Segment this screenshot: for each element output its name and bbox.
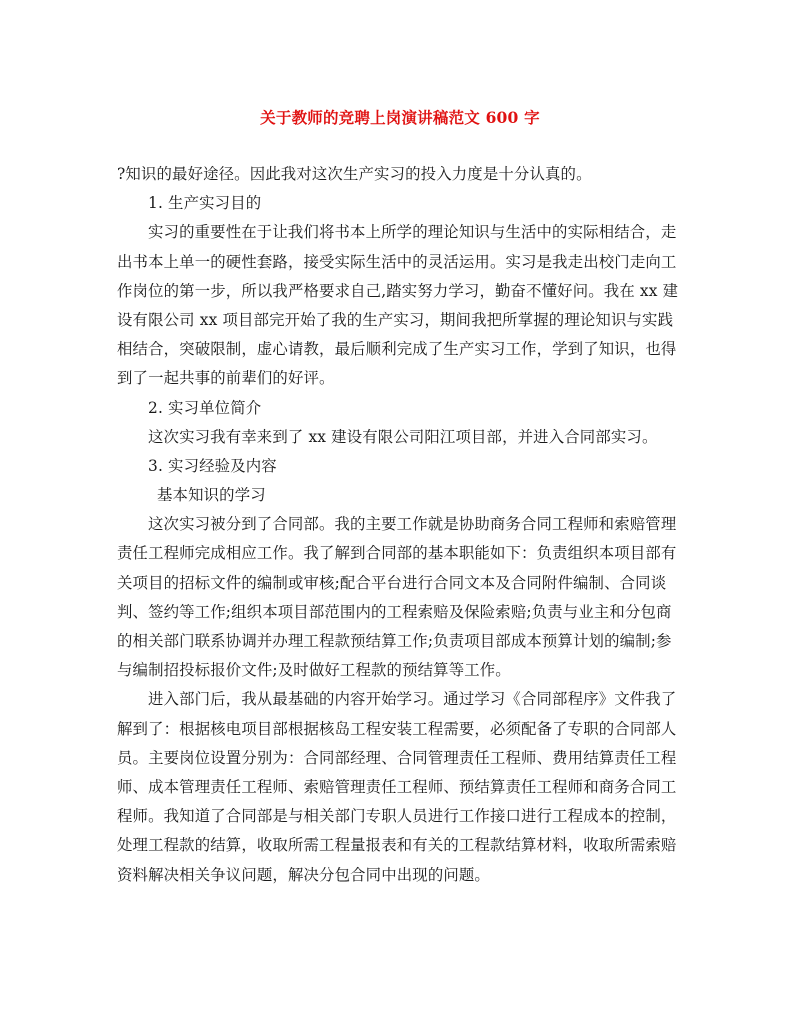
text-line: 作岗位的第一步，所以我严格要求自己,踏实努力学习，勤奋不懂好问。我在 xx 建 [117, 281, 679, 300]
section-heading: 1. 生产实习目的 [148, 194, 262, 213]
text-line: 相结合，突破限制，虚心请教，最后顺利完成了生产实习工作，学到了知识，也得 [117, 340, 677, 359]
document-title: 关于教师的竞聘上岗演讲稿范文 600 字 [260, 108, 540, 127]
text-line: 解到了：根据核电项目部根据核岛工程安装工程需要，必须配备了专职的合同部人 [117, 719, 677, 738]
text-line: 师、成本管理责任工程师、索赔管理责任工程师、预结算责任工程师和商务合同工 [117, 777, 677, 796]
text-line: 资料解决相关争议问题，解决分包合同中出现的问题。 [117, 865, 490, 884]
text-line: 关项目的招标文件的编制或审核;配合平台进行合同文本及合同附件编制、合同谈 [117, 573, 667, 592]
text-line: 设有限公司 xx 项目部完开始了我的生产实习，期间我把所掌握的理论知识与实践 [117, 310, 674, 329]
text-line: 到了一起共事的前辈们的好评。 [117, 369, 335, 388]
text-line: ?知识的最好途径。因此我对这次生产实习的投入力度是十分认真的。 [117, 165, 592, 183]
text-line: 的相关部门联系协调并办理工程款预结算工作;负责项目部成本预算计划的编制;参 [117, 632, 672, 650]
document-body [117, 160, 687, 890]
text-line: 与编制招投标报价文件;及时做好工程款的预结算等工作。 [117, 661, 511, 680]
paragraph-first-line: 这次实习被分到了合同部。我的主要工作就是协助商务合同工程师和索赔管理 [148, 515, 677, 534]
text-line: 程师。我知道了合同部是与相关部门专职人员进行工作接口进行工程成本的控制， [117, 807, 677, 826]
paragraph-first-line: 这次实习我有幸来到了 xx 建设有限公司阳江项目部，并进入合同部实习。 [148, 427, 658, 446]
paragraph-first-line: 进入部门后，我从最基础的内容开始学习。通过学习《合同部程序》文件我了 [148, 690, 677, 709]
text-line: 责任工程师完成相应工作。我了解到合同部的基本职能如下：负责组织本项目部有 [117, 544, 677, 563]
text-line: 出书本上单一的硬性套路，接受实际生活中的灵活运用。实习是我走出校门走向工 [117, 252, 677, 271]
subsection-heading: 基本知识的学习 [157, 486, 266, 505]
section-heading: 3. 实习经验及内容 [148, 456, 277, 475]
text-line: 员。主要岗位设置分别为：合同部经理、合同管理责任工程师、费用结算责任工程 [117, 748, 677, 767]
text-line: 判、签约等工作;组织本项目部范围内的工程索赔及保险索赔;负责与业主和分包商 [117, 602, 672, 621]
text-line: 处理工程款的结算，收取所需工程量报表和有关的工程款结算材料，收取所需索赔 [117, 836, 677, 855]
paragraph-first-line: 实习的重要性在于让我们将书本上所学的理论知识与生活中的实际相结合，走 [148, 223, 677, 242]
section-heading: 2. 实习单位简介 [148, 398, 262, 417]
